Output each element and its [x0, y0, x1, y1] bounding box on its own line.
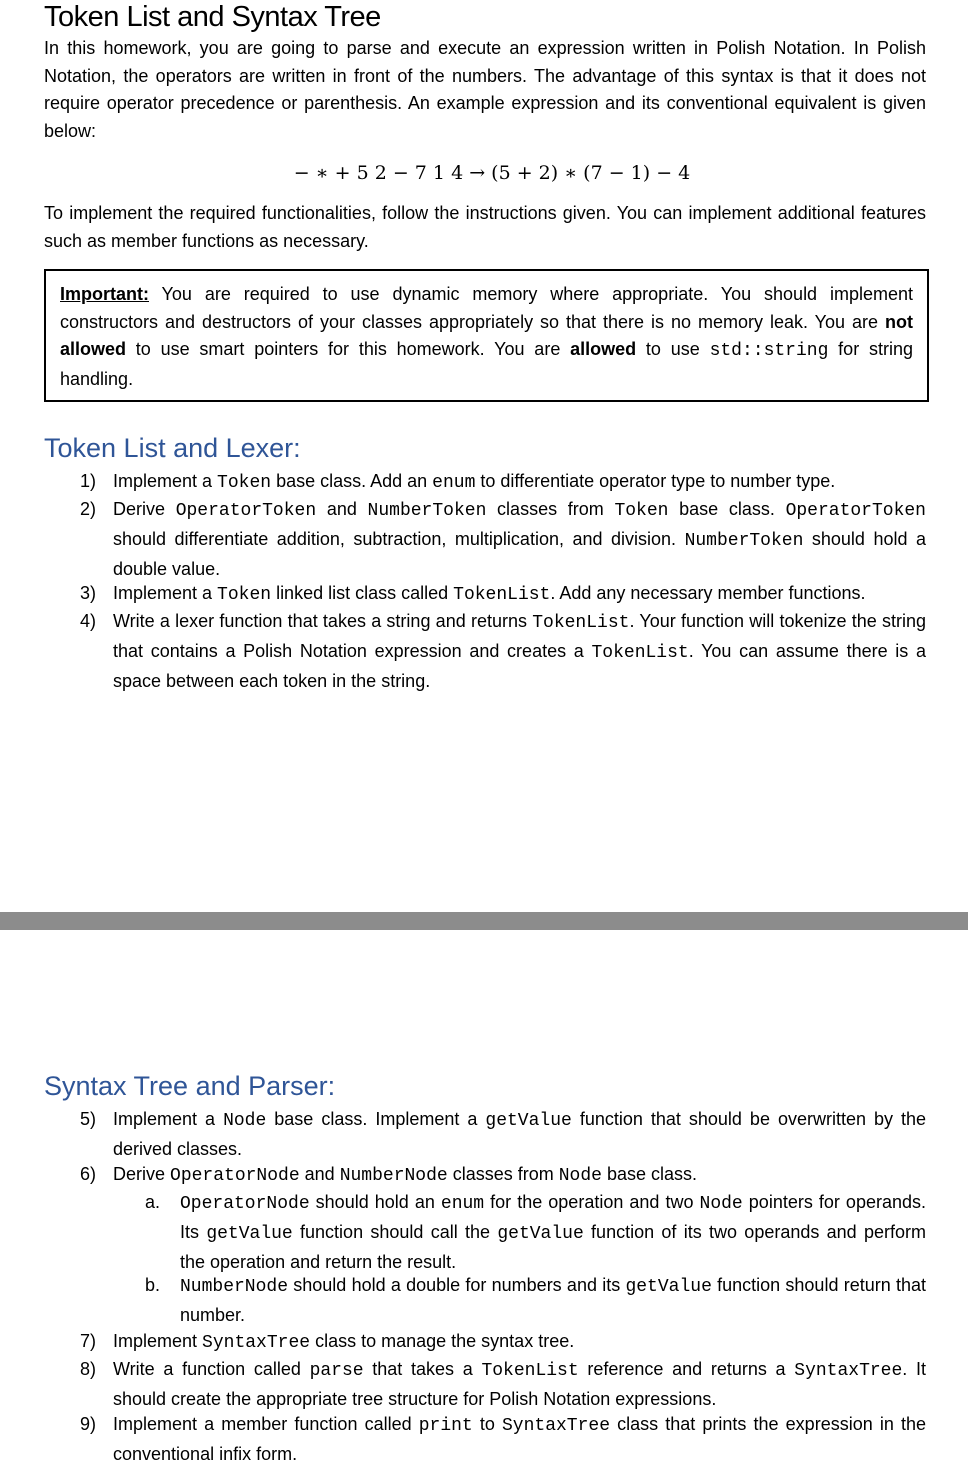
sub-list-item: a. OperatorNode should hold an enum for the operation and two Node pointers for operands. Its getValue function should call the getValue function of its two operands and perform the operation and return the result. — [145, 1192, 927, 1272]
important-box — [44, 269, 929, 402]
inline-code: std::string — [709, 341, 829, 361]
list-item: 8) Write a function called parse that takes a TokenList reference and returns a SyntaxTree. It should create the appropriate tree structure for Polish Notation expressions. — [80, 1359, 926, 1409]
formula-polish: − ∗ + 5 2 − 7 1 4 — [293, 162, 464, 184]
list-item: 2) Derive OperatorToken and NumberToken classes from Token base class. OperatorToken should differentiate addition, subtraction, multiplication, and division. NumberToken should hold a double value. — [80, 499, 927, 579]
intro-paragraph: In this homework, you are going to parse and execute an expression written in Polish Notation. In Polish Notation, the operators are written in front of the numbers. The advantage of this syntax is that it does not require operator precedence or parenthesis. An example expression and its conventional equivalent is given below: — [44, 38, 926, 141]
section-heading-lexer: Token List and Lexer: — [44, 433, 301, 463]
page-break-divider — [0, 912, 968, 930]
document-title: Token List and Syntax Tree — [44, 1, 381, 33]
sub-list-item: b. NumberNode should hold a double for numbers and its getValue function should return that number. — [145, 1275, 926, 1325]
list-item: 7) Implement SyntaxTree class to manage the syntax tree. — [80, 1331, 575, 1353]
formula-arrow: → — [469, 162, 486, 184]
important-label: Important: — [60, 284, 149, 304]
section-heading-parser: Syntax Tree and Parser: — [44, 1071, 336, 1101]
list-item: 3) Implement a Token linked list class called TokenList. Add any necessary member functions. — [80, 583, 866, 605]
list-item: 9) Implement a member function called print to SyntaxTree class that prints the expression in the conventional infix form. — [80, 1414, 926, 1464]
important-text: Important: You are required to use dynamic memory where appropriate. You should implement constructors and destructors of your classes appropriately so that there is no memory leak. You are not allowed to use smart pointers for this homework. You are allowed to use std::string for string handling. — [60, 284, 913, 389]
list-item: 5) Implement a Node base class. Implement a getValue function that should be overwritten by the derived classes. — [80, 1109, 927, 1159]
formula-infix: (5 + 2) ∗ (7 − 1) − 4 — [491, 162, 691, 184]
example-formula — [0, 160, 968, 186]
page-bottom — [0, 930, 968, 1472]
instructions-paragraph: To implement the required functionalities, follow the instructions given. You can implement additional features such as member functions as necessary. — [44, 203, 926, 251]
list-item: 6) Derive OperatorNode and NumberNode classes from Node base class. — [80, 1164, 698, 1186]
list-item: 1) Implement a Token base class. Add an enum to differentiate operator type to number type. — [80, 471, 836, 493]
list-item: 4) Write a lexer function that takes a string and returns TokenList. Your function will tokenize the string that contains a Polish Notation expression and creates a TokenList. You can assume there is a space between each token in the string. — [80, 611, 927, 691]
